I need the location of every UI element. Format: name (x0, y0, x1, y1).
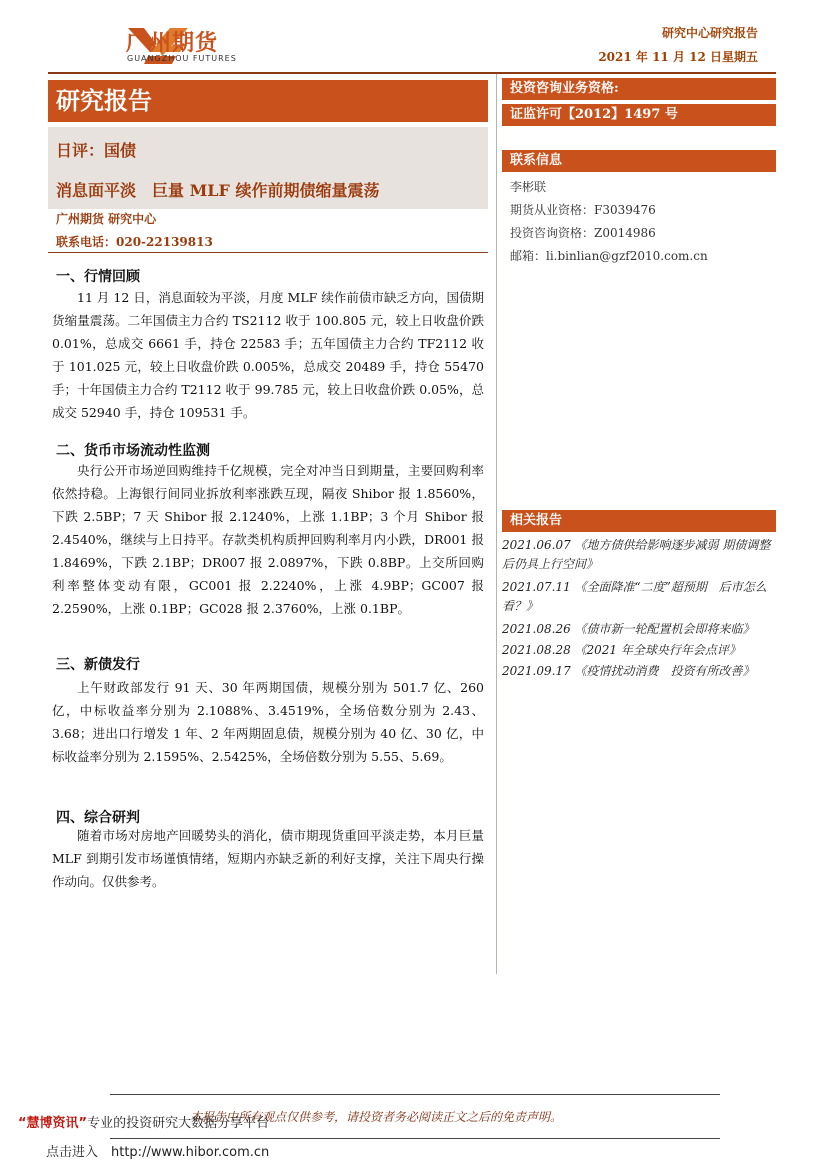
watermark-brand: “慧博资讯” (18, 1116, 88, 1131)
footer-disclaimer: 本报告中所有观点仅供参考，请投资者务必阅读正文之后的免责声明。 (190, 1110, 563, 1124)
header-divider (48, 72, 776, 74)
qualification-panel (502, 78, 776, 126)
section-paragraph: 上午财政部发行 91 天、30 年两期国债，规模分别为 501.7 亿、260 亿，中标收益率分别为 2.1088%、3.4519%，全场倍数分别为 2.43、3.68；进出口行增发 1 年、2 年两期固息债，规模分别为 40 亿、30 亿，中标收益率分别为 2.1595%、2.5425%，全场倍数分别为 5.55、5.69。 (52, 680, 484, 764)
section-paragraph: 11 月 12 日，消息面较为平淡，月度 MLF 续作前债市缺乏方向，国债期货缩量震荡。二年国债主力合约 TS2112 收于 100.805 元，较上日收盘价跌 0.01%，总成交 6661 手，持仓 22583 手；五年国债主力合约 TF2112 收于 101.025 元，较上日收盘价跌 0.005%，总成交 20489 手，持仓 55470 手；十年国债主力合约 T2112 收于 99.785 元，较上日收盘价跌 0.05%，总成交 52940 手，持仓 109531 手。 (52, 290, 484, 420)
report-subtitle: 日评：国债 (56, 141, 137, 160)
watermark-text: 专业的投资研究大数据分享平台 (87, 1116, 270, 1131)
logo-text: 广州期货 (126, 31, 219, 56)
related-title: 相关报告 (502, 510, 776, 532)
footer-divider (110, 1138, 720, 1139)
contact-panel (502, 150, 776, 268)
related-report-link[interactable]: 2021.07.11 《全面降准“二度”超预期 后市怎么看？》 (502, 580, 767, 613)
section-paragraph: 央行公开市场逆回购维持千亿规模，完全对冲当日到期量，主要回购利率依然持稳。上海银行间同业拆放利率涨跌互现，隔夜 Shibor 报 1.8560%，下跌 2.5BP；7 天 Shibor 报 2.1240%，上涨 1.1BP；3 个月 Shibor 报 2.4540%，继续与上日持平。存款类机构质押回购利率月内小跌，DR001 报 1.8469%，下跌 2.1BP；DR007 报 2.0897%，下跌 0.8BP。上交所回购利率整体变动有限，GC001 报 2.2240%，上涨 4.9BP；GC007 报 2.2590%，上涨 0.1BP；GC028 报 2.3760%，上涨 0.1BP。 (52, 463, 484, 616)
logo-subtext: GUANGZHOU FUTURES (127, 54, 237, 63)
related-report-link[interactable]: 2021.08.26 《债市新一轮配置机会即将来临》 (502, 622, 755, 636)
contact-phone: 联系电话：020-22139813 (56, 235, 213, 249)
footer-divider (110, 1094, 720, 1095)
qualification-title: 投资咨询业务资格: (502, 78, 776, 100)
doc-type: 研究中心研究报告 (661, 26, 758, 40)
section-title: 一、行情回顾 (56, 269, 140, 285)
column-divider (496, 74, 497, 974)
org-name: 广州期货 研究中心 (56, 212, 157, 226)
qualification-license: 证监许可【2012】1497 号 (502, 104, 776, 126)
watermark-link[interactable]: 点击进入 http://www.hibor.com.cn (46, 1145, 270, 1160)
section-title: 三、新债发行 (56, 657, 140, 673)
related-report-link[interactable]: 2021.06.07 《地方债供给影响逐步减弱 期债调整后仍具上行空间》 (502, 538, 771, 571)
section-title: 四、综合研判 (56, 810, 140, 826)
futures-cert: 期货从业资格：F3039476 (510, 203, 656, 217)
report-title: 研究报告 (48, 80, 488, 122)
body-divider (48, 252, 488, 253)
analyst-name: 李彬联 (510, 180, 547, 194)
watermark-ad (18, 1112, 269, 1131)
section-paragraph: 随着市场对房地产回暖势头的消化，债市期现货重回平淡走势，本月巨量 MLF 到期引发市场谨慎情绪，短期内亦缺乏新的利好支撑，关注下周央行操作动向。仅供参考。 (52, 828, 484, 889)
contact-title: 联系信息 (502, 150, 776, 172)
related-report-link[interactable]: 2021.08.28 《2021 年全球央行年会点评》 (502, 643, 741, 657)
report-date: 2021 年 11 月 12 日星期五 (598, 50, 758, 64)
invest-cert: 投资咨询资格：Z0014986 (510, 226, 656, 240)
report-headline: 消息面平淡 巨量 MLF 续作前期债缩量震荡 (56, 181, 380, 200)
section-title: 二、货币市场流动性监测 (56, 443, 210, 459)
related-panel (502, 510, 776, 681)
related-report-link[interactable]: 2021.09.17 《疫情扰动消费 投资有所改善》 (502, 664, 755, 678)
email[interactable]: 邮箱：li.binlian@gzf2010.com.cn (510, 249, 708, 263)
